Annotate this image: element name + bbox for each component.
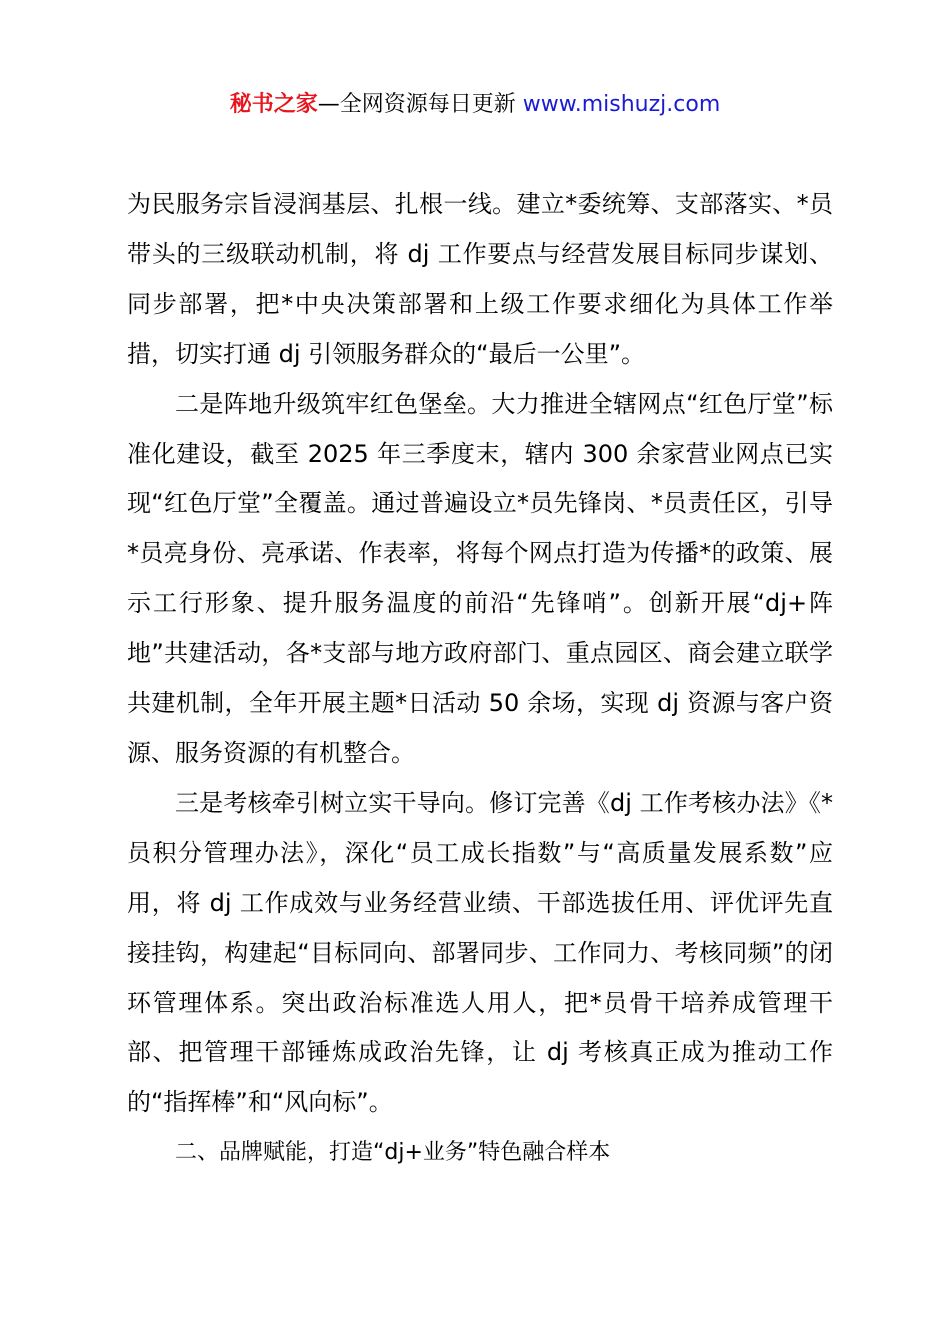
paragraph-assessment: 三是考核牵引树立实干导向。修订完善《dj 工作考核办法》《*员积分管理办法》，深化“员工成长指数”与“高质量发展系数”应用，将 dj 工作成效与业务经营业绩、干部选拔任用、评优评先直接挂钩，构建起“目标同向、部署同步、工作同力、考核同频”的闭环管理体系。突出政治标准选人用人，把*员骨干培养成管理干部、把管理干部锤炼成政治先锋，让 dj 考核真正成为推动工作的“指挥棒”和“风向标”。 [127, 788, 833, 1117]
section-heading: 二、品牌赋能，打造“dj+业务”特色融合样本 [175, 1140, 611, 1166]
document-body [127, 180, 833, 1178]
brand-name: 秘书之家 [229, 92, 318, 117]
paragraph-position-upgrade: 二是阵地升级筑牢红色堡垒。大力推进全辖网点“红色厅堂”标准化建设，截至 2025 年三季度末，辖内 300 余家营业网点已实现“红色厅堂”全覆盖。通过普遍设立*员先锋岗、*员责任区，引导*员亮身份、亮承诺、作表率，将每个网点打造为传播*的政策、展示工行形象、提升服务温度的前沿“先锋哨”。创新开展“dj+阵地”共建活动，各*支部与地方政府部门、重点园区、商会建立联学共建机制，全年开展主题*日活动 50 余场，实现 dj 资源与客户资源、服务资源的有机整合。 [127, 389, 833, 767]
paragraph-continued: 为民服务宗旨浸润基层、扎根一线。建立*委统筹、支部落实、*员带头的三级联动机制，将 dj 工作要点与经营发展目标同步谋划、同步部署，把*中央决策部署和上级工作要求细化为具体工作举措，切实打通 dj 引领服务群众的“最后一公里”。 [127, 190, 833, 368]
page-header [0, 88, 950, 122]
header-tagline: —全网资源每日更新 [317, 92, 523, 117]
site-url-link[interactable]: www.mishuzj.com [522, 92, 721, 117]
